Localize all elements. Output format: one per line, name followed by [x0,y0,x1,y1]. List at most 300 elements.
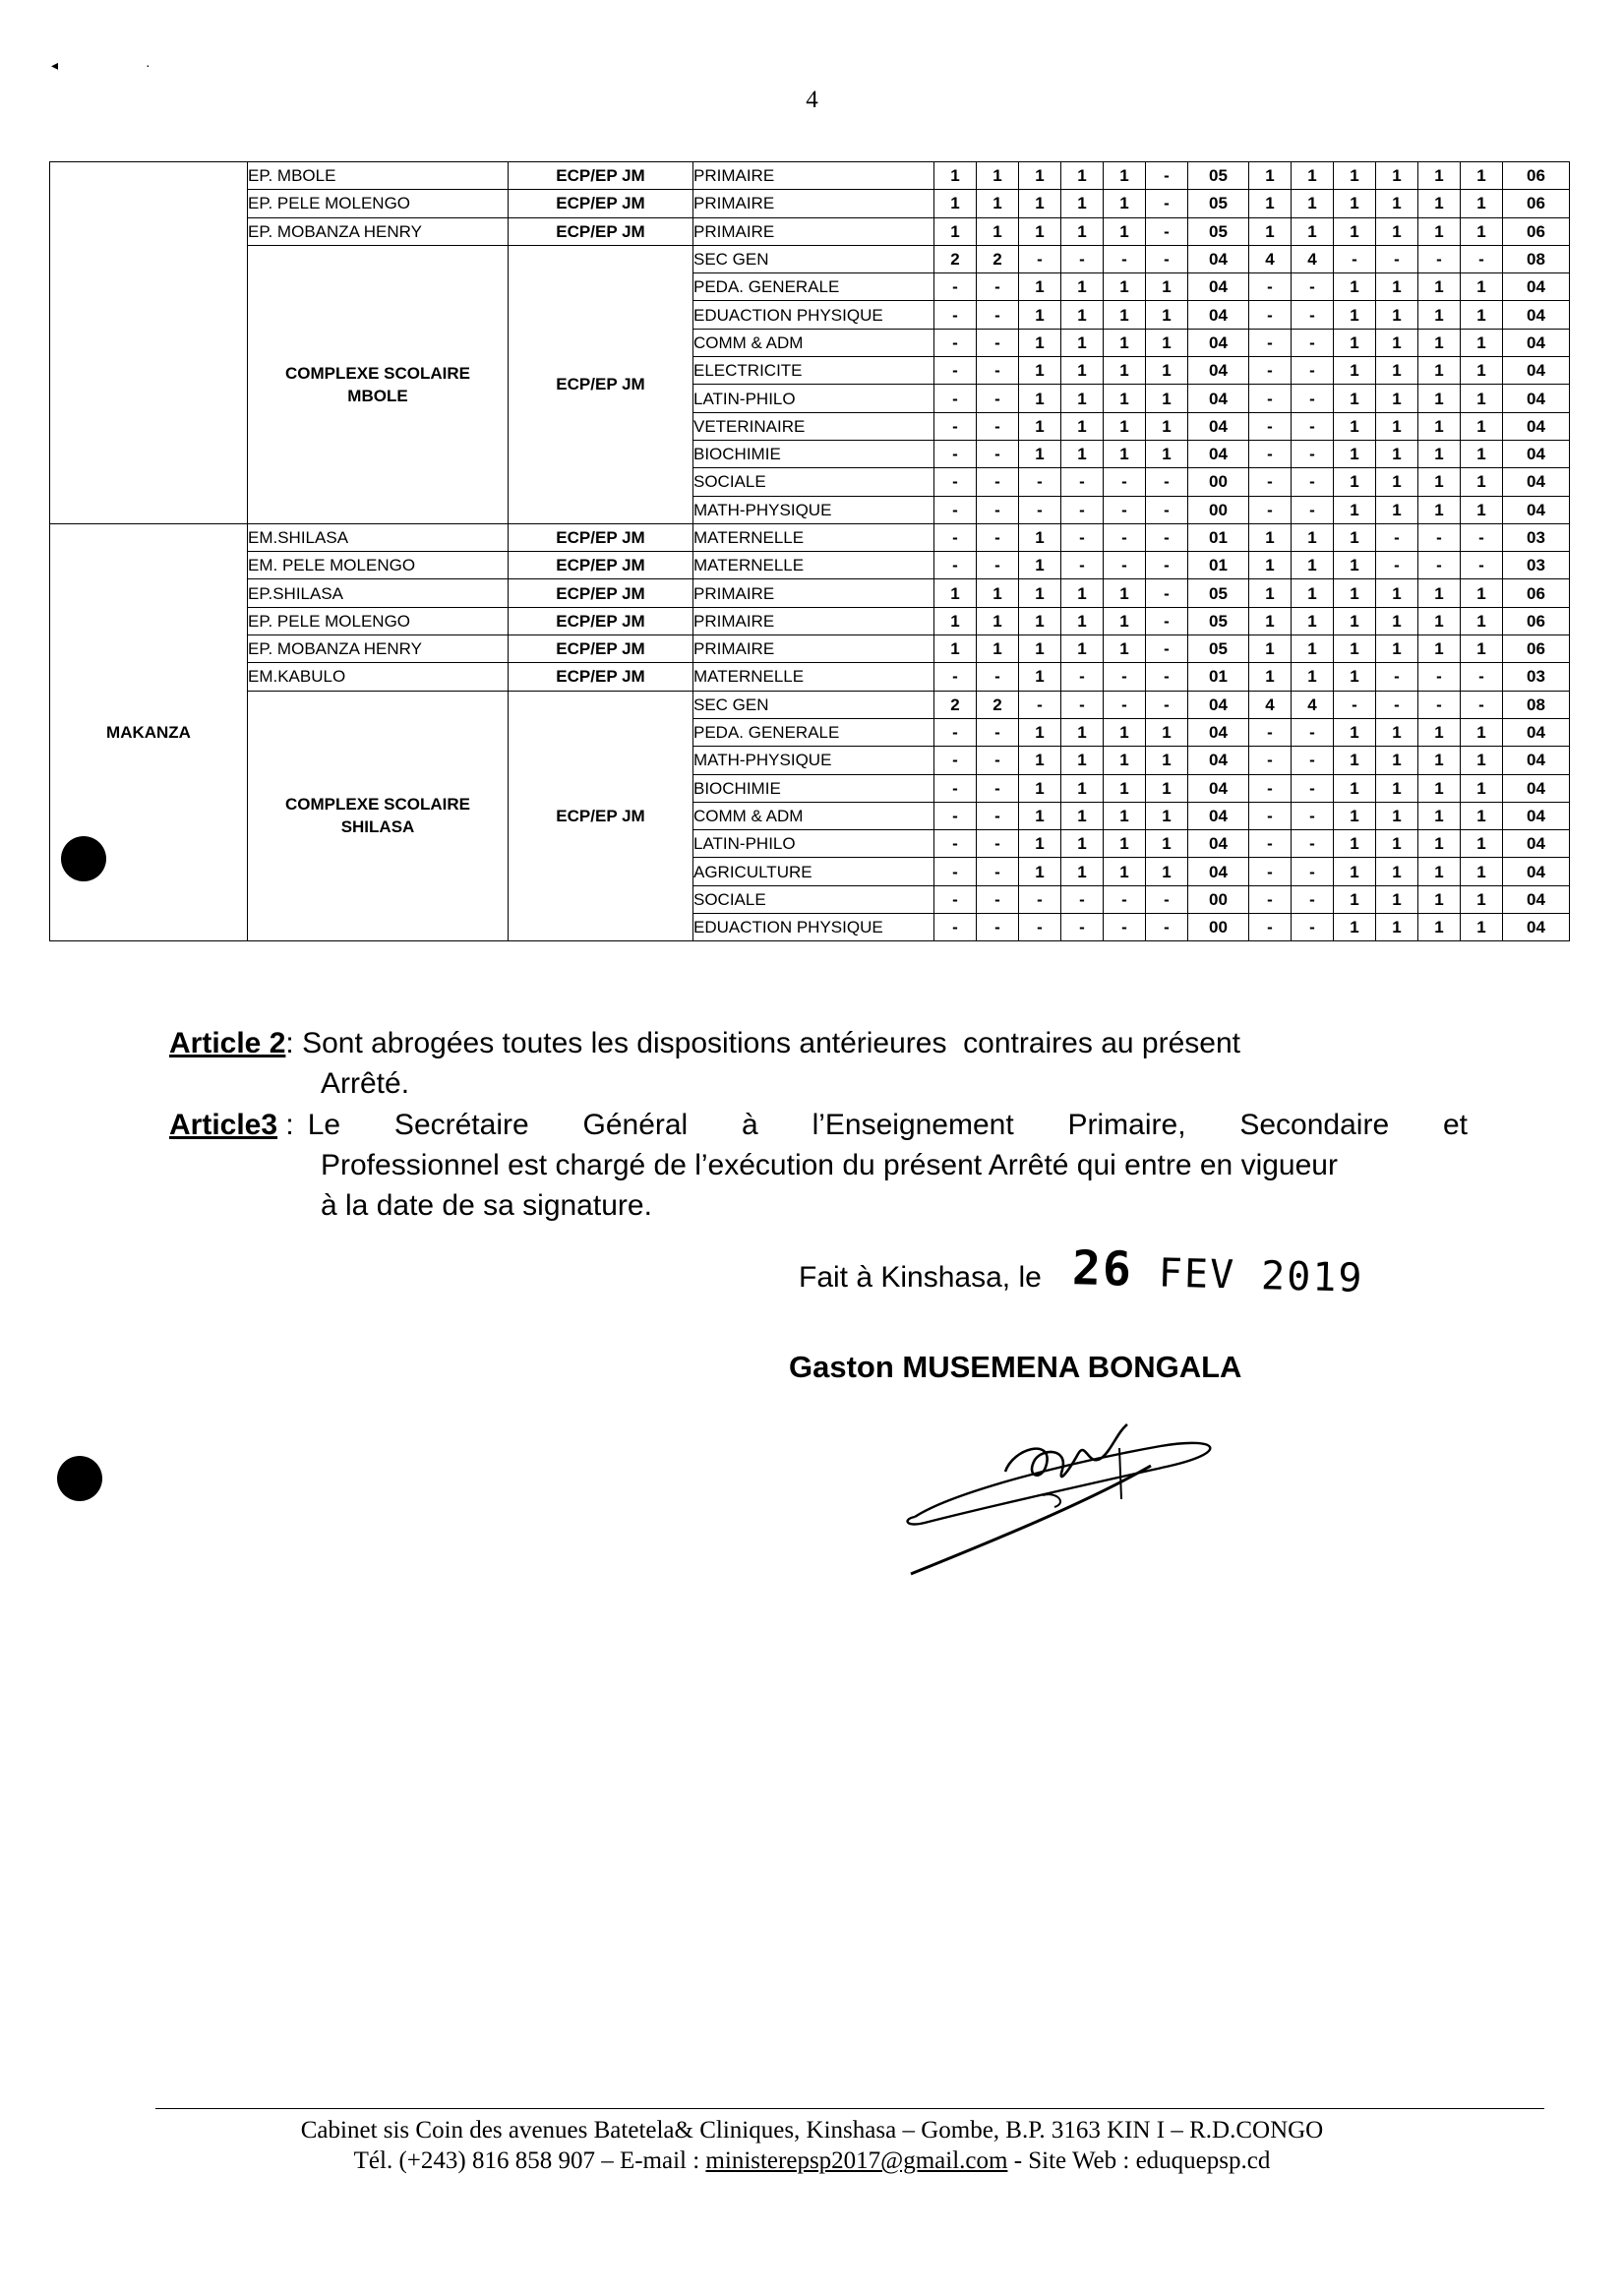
count-cell: - [977,329,1019,356]
count-cell: 1 [1061,830,1104,858]
count-cell: - [934,802,977,829]
count-cell: 1 [1104,774,1146,802]
count-cell: 1 [1376,774,1418,802]
section-cell: BIOCHIMIE [693,774,934,802]
count-cell: 1 [1061,635,1104,663]
count-cell: 1 [1461,385,1503,412]
count-cell: 1 [1418,357,1461,385]
section-cell: SEC GEN [693,691,934,718]
count-cell: - [977,830,1019,858]
count-cell: 1 [1418,468,1461,496]
count-cell: 1 [1019,217,1061,245]
total-cell: 05 [1188,607,1249,634]
school-name: EM.SHILASA [248,523,509,551]
table-body [50,162,1570,941]
count-cell: - [1292,718,1334,746]
count-cell: 1 [1146,329,1188,356]
count-cell: - [1146,468,1188,496]
count-cell: - [934,523,977,551]
count-cell: 1 [1334,273,1376,301]
count-cell: - [1292,885,1334,913]
count-cell: 1 [934,217,977,245]
count-cell: 1 [1334,468,1376,496]
total-cell: 06 [1503,162,1570,190]
count-cell: - [1061,885,1104,913]
count-cell: 1 [1019,329,1061,356]
count-cell: 1 [1461,468,1503,496]
postes-table [49,161,1570,941]
count-cell: 1 [1061,747,1104,774]
count-cell: - [1249,329,1292,356]
count-cell: - [1146,245,1188,272]
count-cell: 1 [934,190,977,217]
count-cell: - [1249,412,1292,440]
count-cell: - [977,523,1019,551]
total-cell: 00 [1188,496,1249,523]
section-cell: PRIMAIRE [693,190,934,217]
count-cell: - [934,329,977,356]
footer-address: Cabinet sis Coin des avenues Batetela& Cliniques, Kinshasa – Gombe, B.P. 3163 KIN I – R.D.CONGO [300,2117,1324,2144]
count-cell: 4 [1249,245,1292,272]
count-cell: - [1418,691,1461,718]
count-cell: 1 [1334,217,1376,245]
count-cell: 1 [977,162,1019,190]
regime-cell: ECP/EP JM [509,691,693,941]
count-cell: - [1292,440,1334,467]
count-cell: - [1249,914,1292,941]
regime-cell: ECP/EP JM [509,190,693,217]
count-cell: 2 [977,245,1019,272]
count-cell: 1 [1461,607,1503,634]
section-cell: SOCIALE [693,468,934,496]
count-cell: - [977,385,1019,412]
count-cell: 1 [1418,774,1461,802]
count-cell: 1 [1418,217,1461,245]
total-cell: 04 [1188,412,1249,440]
count-cell: - [1019,468,1061,496]
count-cell: - [1104,523,1146,551]
count-cell: 1 [1104,802,1146,829]
count-cell: 1 [1019,162,1061,190]
punch-hole-dot [61,836,106,881]
count-cell: - [977,552,1019,579]
total-cell: 04 [1503,718,1570,746]
count-cell: - [1292,802,1334,829]
count-cell: - [1292,774,1334,802]
count-cell: - [1292,273,1334,301]
count-cell: 1 [977,635,1019,663]
total-cell: 04 [1503,830,1570,858]
count-cell: - [977,357,1019,385]
school-name: EP. MBOLE [248,162,509,190]
school-name-line: COMPLEXE SCOLAIRE [285,795,470,815]
count-cell: 1 [1104,579,1146,607]
count-cell: 1 [1376,385,1418,412]
count-cell: - [1104,663,1146,691]
count-cell: 1 [1104,385,1146,412]
section-cell: MATERNELLE [693,523,934,551]
count-cell: - [1461,691,1503,718]
total-cell: 04 [1503,747,1570,774]
count-cell: 1 [1376,468,1418,496]
count-cell: - [1061,245,1104,272]
count-cell: 1 [1104,635,1146,663]
count-cell: 1 [1418,496,1461,523]
count-cell: 1 [1019,607,1061,634]
count-cell: 1 [1104,747,1146,774]
count-cell: 1 [1061,329,1104,356]
count-cell: 1 [1461,579,1503,607]
count-cell: 1 [1146,385,1188,412]
regime-cell: ECP/EP JM [509,607,693,634]
total-cell: 04 [1503,914,1570,941]
count-cell: 1 [1334,579,1376,607]
school-name: EP.SHILASA [248,579,509,607]
count-cell: - [977,774,1019,802]
total-cell: 04 [1188,273,1249,301]
count-cell: - [1418,245,1461,272]
count-cell: 1 [1376,607,1418,634]
regime-cell: ECP/EP JM [509,663,693,691]
total-cell: 04 [1188,747,1249,774]
section-cell: SOCIALE [693,885,934,913]
count-cell: 1 [1418,858,1461,885]
date-month: FEV [1158,1250,1236,1298]
count-cell: 1 [1334,552,1376,579]
count-cell: 1 [1019,858,1061,885]
section-cell: AGRICULTURE [693,858,934,885]
count-cell: 1 [1292,607,1334,634]
count-cell: 1 [1376,747,1418,774]
count-cell: 1 [1461,747,1503,774]
count-cell: 1 [1019,523,1061,551]
table-row [50,691,1570,718]
count-cell: 1 [977,217,1019,245]
count-cell: 1 [1146,357,1188,385]
count-cell: 1 [1019,440,1061,467]
count-cell: 1 [1019,802,1061,829]
table-row [50,245,1570,272]
count-cell: 1 [1334,663,1376,691]
count-cell: - [977,718,1019,746]
count-cell: - [1292,412,1334,440]
regime-cell: ECP/EP JM [509,217,693,245]
count-cell: 1 [1019,774,1061,802]
count-cell: 1 [1104,858,1146,885]
locality-cell: MAKANZA [50,523,248,940]
total-cell: 04 [1503,496,1570,523]
count-cell: - [977,273,1019,301]
count-cell: 1 [1334,747,1376,774]
total-cell: 04 [1188,774,1249,802]
count-cell: 1 [1334,802,1376,829]
article-3-text-3: à la date de sa signature. [321,1189,652,1222]
count-cell: 1 [1104,301,1146,329]
total-cell: 04 [1503,412,1570,440]
article-3-line-1 [169,1105,1468,1145]
section-cell: EDUACTION PHYSIQUE [693,301,934,329]
count-cell: 1 [1461,830,1503,858]
count-cell: 1 [934,635,977,663]
count-cell: 1 [1249,663,1292,691]
count-cell: 1 [1019,190,1061,217]
count-cell: 1 [1019,579,1061,607]
count-cell: 1 [1418,579,1461,607]
count-cell: - [1249,440,1292,467]
count-cell: 1 [1376,635,1418,663]
count-cell: - [1104,552,1146,579]
total-cell: 04 [1503,301,1570,329]
count-cell: 1 [1418,385,1461,412]
count-cell: - [934,385,977,412]
section-cell: BIOCHIMIE [693,440,934,467]
count-cell: 1 [1292,552,1334,579]
article-2-separator: : [285,1027,294,1059]
count-cell: - [1061,914,1104,941]
count-cell: 1 [1146,412,1188,440]
table-row [50,217,1570,245]
count-cell: 1 [1249,579,1292,607]
count-cell: - [977,496,1019,523]
article-2-label: Article 2 [169,1027,286,1059]
count-cell: 1 [1104,718,1146,746]
count-cell: - [934,858,977,885]
section-cell: SEC GEN [693,245,934,272]
section-cell: COMM & ADM [693,329,934,356]
section-cell: PRIMAIRE [693,635,934,663]
count-cell: - [1249,357,1292,385]
count-cell: - [1249,802,1292,829]
total-cell: 04 [1188,802,1249,829]
article-2-text-1: Sont abrogées toutes les dispositions antérieures contraires au présent [293,1027,1240,1059]
count-cell: - [977,468,1019,496]
total-cell: 05 [1188,190,1249,217]
total-cell: 01 [1188,663,1249,691]
total-cell: 06 [1503,190,1570,217]
count-cell: - [1249,718,1292,746]
count-cell: - [977,885,1019,913]
count-cell: 1 [1019,635,1061,663]
article-3-text-2: Professionnel est chargé de l’exécution du présent Arrêté qui entre en vigueur [321,1149,1338,1181]
count-cell: - [977,802,1019,829]
count-cell: - [1061,523,1104,551]
count-cell: 1 [1461,914,1503,941]
count-cell: - [1249,385,1292,412]
total-cell: 04 [1188,830,1249,858]
count-cell: 1 [1376,830,1418,858]
count-cell: - [1249,774,1292,802]
punch-hole-dot [57,1456,102,1501]
count-cell: 1 [1019,747,1061,774]
section-cell: LATIN-PHILO [693,385,934,412]
count-cell: - [1292,914,1334,941]
count-cell: - [1334,691,1376,718]
total-cell: 04 [1188,329,1249,356]
count-cell: - [1292,496,1334,523]
count-cell: 1 [1292,635,1334,663]
count-cell: 1 [1292,217,1334,245]
count-cell: 1 [1418,301,1461,329]
count-cell: - [1146,663,1188,691]
total-cell: 01 [1188,523,1249,551]
count-cell: 1 [1376,301,1418,329]
table-row [50,162,1570,190]
count-cell: 1 [977,190,1019,217]
count-cell: 1 [934,162,977,190]
footer-divider [155,2108,1544,2109]
regime-cell: ECP/EP JM [509,579,693,607]
count-cell: 1 [1019,273,1061,301]
count-cell: - [1292,301,1334,329]
article-3-separator: : [277,1109,294,1141]
count-cell: - [1418,663,1461,691]
count-cell: 1 [1418,162,1461,190]
count-cell: - [1249,273,1292,301]
count-cell: 1 [1146,747,1188,774]
count-cell: 1 [1461,217,1503,245]
section-cell: VETERINAIRE [693,412,934,440]
count-cell: 1 [1334,914,1376,941]
total-cell: 00 [1188,468,1249,496]
total-cell: 06 [1503,579,1570,607]
total-cell: 00 [1188,914,1249,941]
count-cell: - [1019,245,1061,272]
count-cell: - [934,357,977,385]
count-cell: 1 [1249,162,1292,190]
count-cell: - [934,552,977,579]
corner-mark-right: · [146,57,150,73]
count-cell: - [1292,830,1334,858]
count-cell: 1 [1418,885,1461,913]
count-cell: - [1376,691,1418,718]
count-cell: 1 [1061,718,1104,746]
count-cell: - [934,301,977,329]
count-cell: 1 [1418,607,1461,634]
count-cell: - [1146,190,1188,217]
count-cell: - [934,747,977,774]
total-cell: 08 [1503,245,1570,272]
count-cell: - [1249,301,1292,329]
article-2-line-1 [169,1023,1487,1063]
count-cell: - [1461,552,1503,579]
count-cell: - [934,885,977,913]
school-name: EM. PELE MOLENGO [248,552,509,579]
school-name: EM.KABULO [248,663,509,691]
count-cell: - [934,273,977,301]
count-cell: 1 [1376,190,1418,217]
total-cell: 05 [1188,579,1249,607]
count-cell: - [1146,914,1188,941]
count-cell: 1 [1146,774,1188,802]
count-cell: 1 [1019,718,1061,746]
count-cell: 1 [1019,663,1061,691]
total-cell: 04 [1188,440,1249,467]
count-cell: 1 [1418,329,1461,356]
count-cell: 1 [1376,858,1418,885]
school-name-line: MBOLE [347,386,408,405]
count-cell: 1 [1376,412,1418,440]
count-cell: - [934,663,977,691]
count-cell: - [1146,523,1188,551]
date-day: 26 [1071,1240,1134,1298]
footer-phone: Tél. (+243) 816 858 907 – E-mail : [353,2147,706,2174]
count-cell: - [1146,552,1188,579]
count-cell: 1 [1334,607,1376,634]
count-cell: 1 [1146,718,1188,746]
count-cell: 1 [1019,301,1061,329]
count-cell: 1 [1146,301,1188,329]
footer-website: - Site Web : eduquepsp.cd [1007,2147,1271,2174]
count-cell: - [1146,496,1188,523]
count-cell: - [1249,858,1292,885]
count-cell: 1 [1418,190,1461,217]
table-row [50,663,1570,691]
count-cell: 1 [1376,162,1418,190]
count-cell: 1 [1019,412,1061,440]
count-cell: 1 [1461,858,1503,885]
count-cell: 1 [1061,357,1104,385]
section-cell: PRIMAIRE [693,579,934,607]
total-cell: 04 [1503,329,1570,356]
table-row [50,552,1570,579]
count-cell: - [1146,579,1188,607]
count-cell: 1 [1061,579,1104,607]
count-cell: - [1061,468,1104,496]
count-cell: 1 [1334,523,1376,551]
count-cell: - [934,718,977,746]
total-cell: 04 [1503,440,1570,467]
count-cell: 1 [1334,440,1376,467]
count-cell: - [1019,691,1061,718]
count-cell: 1 [1146,273,1188,301]
count-cell: - [977,914,1019,941]
section-cell: PRIMAIRE [693,607,934,634]
count-cell: 1 [1334,385,1376,412]
count-cell: - [1146,885,1188,913]
count-cell: - [1461,663,1503,691]
count-cell: - [1104,691,1146,718]
total-cell: 05 [1188,162,1249,190]
total-cell: 04 [1188,245,1249,272]
footer-email-link[interactable]: ministerepsp2017@gmail.com [705,2147,1008,2174]
count-cell: - [1061,663,1104,691]
count-cell: - [934,412,977,440]
count-cell: - [1146,162,1188,190]
count-cell: - [977,663,1019,691]
count-cell: - [1104,496,1146,523]
school-name-line: SHILASA [340,817,415,837]
total-cell: 04 [1188,858,1249,885]
section-cell: MATH-PHYSIQUE [693,747,934,774]
count-cell: 1 [1376,914,1418,941]
count-cell: 1 [1418,914,1461,941]
regime-cell: ECP/EP JM [509,635,693,663]
count-cell: - [1061,496,1104,523]
regime-cell: ECP/EP JM [509,523,693,551]
count-cell: 2 [934,245,977,272]
count-cell: - [977,858,1019,885]
section-cell: EDUACTION PHYSIQUE [693,914,934,941]
school-name-line: COMPLEXE SCOLAIRE [285,363,470,383]
article-3-label: Article3 [169,1109,278,1141]
count-cell: 1 [1292,190,1334,217]
count-cell: 1 [1061,802,1104,829]
count-cell: 1 [1146,440,1188,467]
total-cell: 04 [1188,718,1249,746]
count-cell: - [1461,523,1503,551]
count-cell: 1 [1019,830,1061,858]
count-cell: 1 [1334,830,1376,858]
